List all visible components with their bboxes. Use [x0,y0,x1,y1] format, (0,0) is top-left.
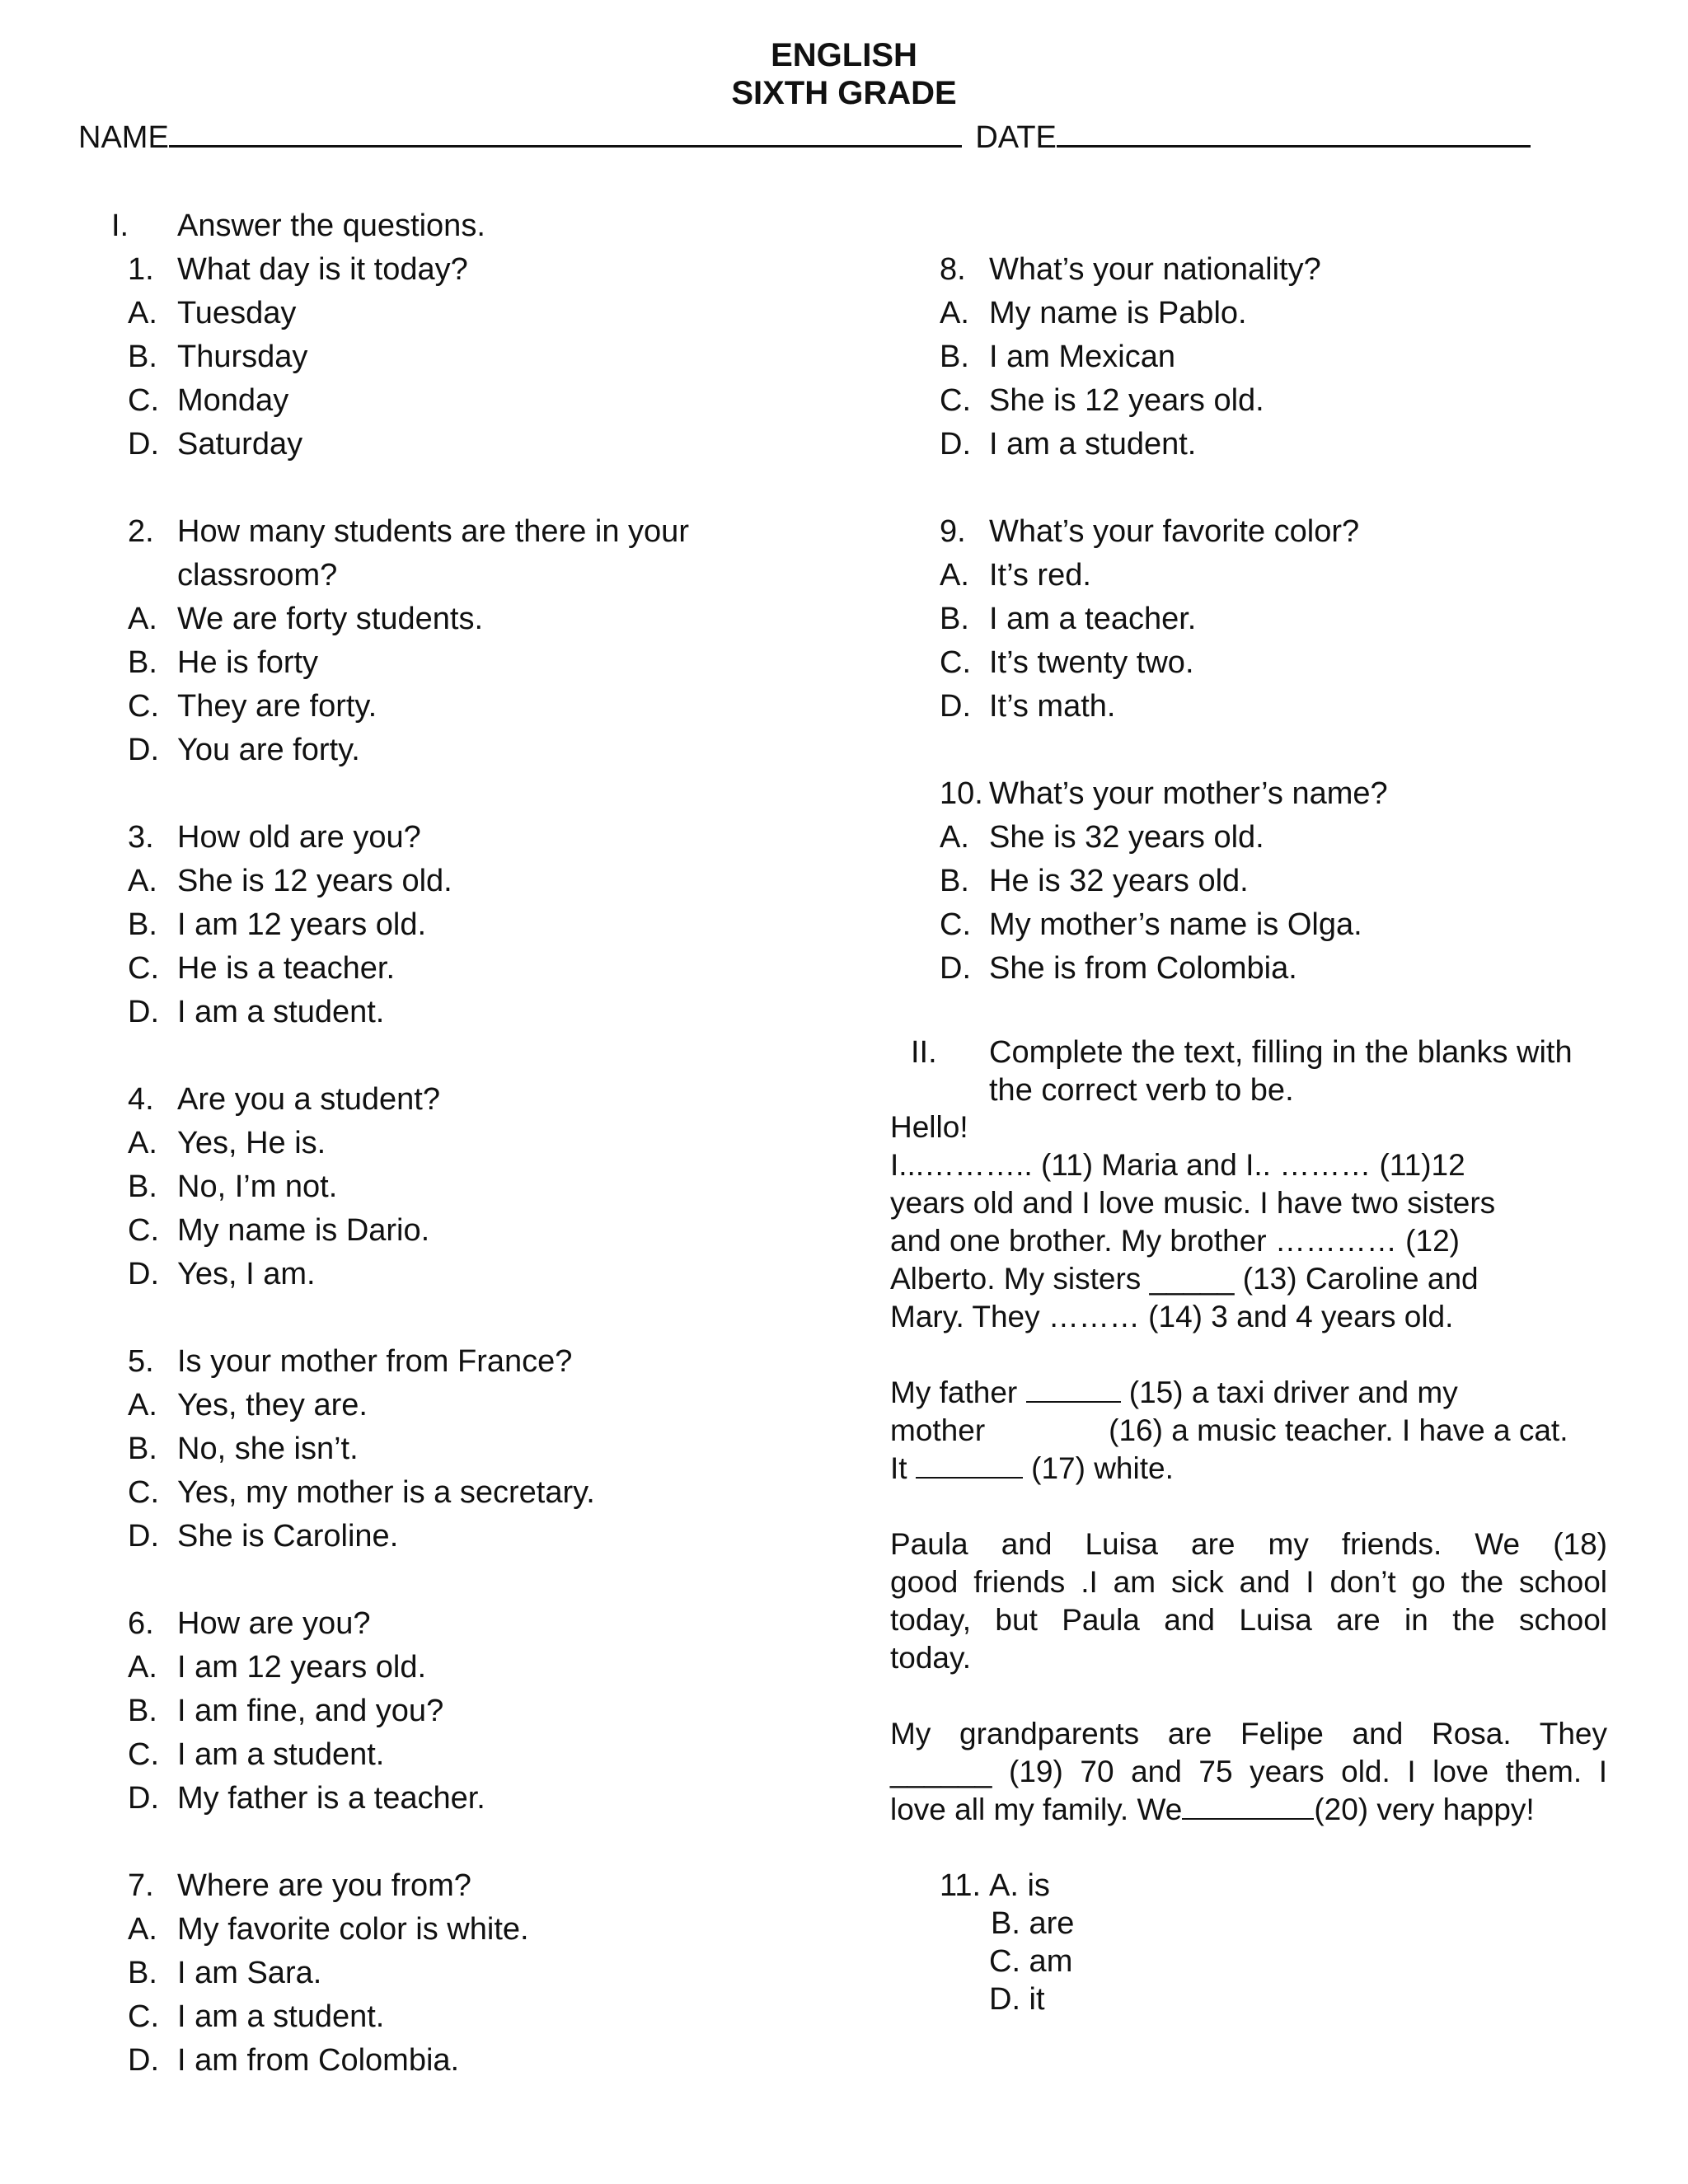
text-fragment: My father [890,1376,1018,1409]
question-number: 6. [128,1606,154,1641]
answer-option[interactable]: A. is [989,1868,1050,1903]
answer-option[interactable] [128,1952,771,1995]
name-date-line [78,115,1531,157]
answer-option[interactable] [128,292,771,335]
answer-option[interactable] [940,641,1615,685]
option-letter: C. [128,689,159,724]
section-numeral: I. [111,209,129,243]
option-letter: C. [128,1737,159,1772]
option-text: He is a teacher. [177,951,396,986]
question-number: 5. [128,1344,154,1379]
question-text: What’s your nationality? [989,252,1321,287]
option-letter: A. [940,558,969,593]
option-letter: A. [128,1650,157,1685]
question-stem [128,816,771,860]
option-text: I am a student. [177,995,385,1029]
option-letter: A. [128,602,157,636]
answer-option[interactable] [128,1427,771,1471]
text-fragment: (20) very happy! [1314,1793,1535,1826]
option-text: No, I’m not. [177,1169,338,1204]
greeting: Hello! [890,1110,968,1144]
option-letter: B. [940,602,969,636]
answer-option[interactable] [128,1209,771,1253]
answer-option[interactable] [128,903,771,947]
answer-option[interactable] [128,1384,771,1427]
text-fragment: (17) white. [1031,1451,1174,1485]
answer-option[interactable] [128,335,771,379]
paragraph-3-line [890,1526,1607,1563]
left-question-column [128,248,771,2083]
paragraph-3-line: good friends .I am sick and I don’t go the school [890,1565,1607,1599]
option-text: I am a student. [177,1999,385,2034]
option-text: My father is a teacher. [177,1781,485,1816]
option-text: I am a student. [177,1737,385,1772]
option-text: I am a teacher. [989,602,1197,636]
option-letter: D. [940,951,971,986]
answer-option[interactable] [940,379,1615,423]
option-letter: B. [940,864,969,898]
answer-option[interactable] [128,947,771,991]
answer-option[interactable] [940,685,1615,729]
paragraph-1-line: Mary. They ……… (14) 3 and 4 years old. [890,1300,1454,1333]
question-text: classroom? [177,558,338,593]
answer-option[interactable] [940,816,1615,860]
option-text: Yes, I am. [177,1257,316,1291]
option-text: She is 12 years old. [177,864,452,898]
option-letter: D. [128,2043,159,2078]
text-fragment: mother [890,1413,986,1447]
question-stem [940,248,1615,292]
text-fragment: It [890,1451,907,1485]
option-letter: D. [128,995,159,1029]
paragraph-4-line: ______ (19) 70 and 75 years old. I love them. I [890,1755,1607,1788]
question-stem [128,1864,771,1908]
option-letter: D. [128,1257,159,1291]
section-title-line-1: Complete the text, filling in the blanks with [989,1035,1573,1070]
option-text: It’s twenty two. [989,645,1194,680]
right-question-column [940,248,1615,991]
paragraph-3-line: today. [890,1641,972,1675]
option-text: Thursday [177,340,308,374]
option-text: Yes, they are. [177,1388,368,1422]
option-letter: A. [128,1912,157,1947]
option-letter: A. [128,1388,157,1422]
option-letter: B. [128,340,157,374]
answer-option[interactable] [128,598,771,641]
question-text: How are you? [177,1606,371,1641]
question-text: Is your mother from France? [177,1344,573,1379]
section-title: Answer the questions. [177,209,485,243]
name-label: NAME [78,120,169,155]
question-text: Are you a student? [177,1082,440,1117]
section-title-line-2: the correct verb to be. [989,1073,1294,1108]
option-text: It’s math. [989,689,1116,724]
answer-option[interactable] [128,1165,771,1209]
paragraph-4-line [890,1791,1607,1829]
option-text: He is forty [177,645,319,680]
option-letter: C. [940,383,971,418]
option-text: She is Caroline. [177,1519,399,1554]
option-letter: D. [940,689,971,724]
question-number: 10. [940,776,983,811]
question-stem [128,554,771,598]
answer-option[interactable] [128,1908,771,1952]
option-letter: D. [128,733,159,767]
option-letter: B. [128,1956,157,1990]
option-text: She is from Colombia. [989,951,1297,986]
answer-option[interactable] [940,903,1615,947]
option-letter: C. [940,645,971,680]
text-fragment: Paula and Luisa are my friends. We [890,1527,1521,1561]
question-number: 3. [128,820,154,855]
option-text: We are forty students. [177,602,484,636]
question-stem [128,1340,771,1384]
option-text: He is 32 years old. [989,864,1249,898]
option-letter: C. [940,907,971,942]
section-2-heading [911,1033,1620,1109]
option-text: Saturday [177,427,303,462]
blank-15[interactable] [1026,1401,1121,1403]
question-text: How many students are there in your [177,514,689,549]
option-letter: A. [128,1126,157,1160]
answer-option[interactable] [940,554,1615,598]
paragraph-2-line [890,1412,1607,1450]
paragraph-1-line: and one brother. My brother ………… (12) [890,1224,1460,1258]
paragraph-1-line: Alberto. My sisters _____ (13) Caroline and [890,1262,1479,1296]
option-letter: D. [128,1519,159,1554]
answer-option[interactable] [128,1733,771,1777]
question-text: How old are you? [177,820,421,855]
answer-option[interactable] [128,1515,771,1558]
date-field[interactable] [1057,115,1531,148]
question-stem [128,1602,771,1646]
answer-option[interactable] [128,423,771,466]
name-field[interactable] [169,115,962,148]
option-letter: B. [940,340,969,374]
answer-option[interactable]: C. am [989,1944,1073,1979]
text-fragment: love all my family. We [890,1793,1183,1826]
paragraph-2-line [890,1374,1607,1412]
paragraph-1-line: I...……….. (11) Maria and I.. ……… (11)12 [890,1148,1465,1182]
option-letter: B. [128,1169,157,1204]
answer-option[interactable] [128,1690,771,1733]
option-letter: B. [128,907,157,942]
option-text: I am 12 years old. [177,1650,427,1685]
option-text: She is 12 years old. [989,383,1264,418]
question-text: What’s your mother’s name? [989,776,1388,811]
section-numeral: II. [911,1035,937,1070]
option-letter: C. [128,1475,159,1510]
subject-title: ENGLISH [771,37,917,73]
answer-option[interactable] [128,641,771,685]
question-text: What day is it today? [177,252,468,287]
answer-option[interactable] [940,860,1615,903]
option-text: My name is Dario. [177,1213,430,1248]
answer-option[interactable] [128,1471,771,1515]
option-text: It’s red. [989,558,1091,593]
option-text: Monday [177,383,289,418]
answer-option[interactable] [128,1253,771,1296]
answer-option[interactable] [940,947,1615,991]
answer-option[interactable] [128,729,771,772]
option-text: No, she isn’t. [177,1432,359,1466]
paragraph-4-line: My grandparents are Felipe and Rosa. They [890,1717,1607,1750]
answer-option[interactable] [940,292,1615,335]
blank-17[interactable] [916,1477,1023,1479]
option-letter: B. [128,1432,157,1466]
option-text: Yes, my mother is a secretary. [177,1475,595,1510]
answer-option[interactable] [128,1995,771,2039]
option-text: I am 12 years old. [177,907,427,942]
question-number: 7. [128,1868,154,1903]
answer-option[interactable] [128,1122,771,1165]
option-text: My favorite color is white. [177,1912,529,1947]
answer-option[interactable] [940,598,1615,641]
option-text: My mother’s name is Olga. [989,907,1362,942]
option-text: I am from Colombia. [177,2043,460,2078]
option-letter: B. [128,645,157,680]
answer-11-options [940,1867,1269,2018]
option-letter: D. [128,427,159,462]
option-text: She is 32 years old. [989,820,1264,855]
option-text: They are forty. [177,689,377,724]
answer-option[interactable] [128,1777,771,1821]
question-stem [128,248,771,292]
answer-option[interactable] [128,991,771,1034]
paragraph-2-line [890,1450,1607,1488]
question-number: 9. [940,514,966,549]
option-letter: A. [940,820,969,855]
question-text: What’s your favorite color? [989,514,1360,549]
option-text: I am Mexican [989,340,1175,374]
option-letter: D. [128,1781,159,1816]
answer-option[interactable] [128,1646,771,1690]
answer-option[interactable] [128,860,771,903]
option-text: My name is Pablo. [989,296,1247,330]
option-letter: A. [128,296,157,330]
question-number: 8. [940,252,966,287]
answer-option[interactable] [128,2039,771,2083]
question-text: Where are you from? [177,1868,471,1903]
item-number: 11. [940,1868,982,1903]
answer-option[interactable] [940,423,1615,466]
answer-option[interactable] [128,685,771,729]
text-fragment: (16) a music teacher. I have a cat. [1109,1413,1568,1447]
answer-option[interactable]: B. are [991,1906,1075,1941]
option-letter: A. [940,296,969,330]
fill-in-text [890,1108,1607,1829]
grade-title: SIXTH GRADE [731,75,957,111]
option-text: Yes, He is. [177,1126,326,1160]
blank-20[interactable] [1182,1818,1314,1820]
text-fragment: (18) [1553,1527,1607,1561]
option-text: Tuesday [177,296,297,330]
question-stem [940,510,1615,554]
question-number: 1. [128,252,154,287]
answer-option[interactable] [128,379,771,423]
option-letter: C. [128,1999,159,2034]
text-fragment: (15) a taxi driver and my [1128,1376,1458,1409]
question-number: 2. [128,514,154,549]
question-stem [940,772,1615,816]
answer-option[interactable] [940,335,1615,379]
option-text: I am fine, and you? [177,1694,444,1728]
option-letter: C. [128,383,159,418]
paragraph-1-line: years old and I love music. I have two sisters [890,1186,1496,1220]
question-stem [128,510,771,554]
option-text: I am a student. [989,427,1197,462]
option-letter: A. [128,864,157,898]
option-letter: B. [128,1694,157,1728]
option-letter: C. [128,1213,159,1248]
answer-option[interactable]: D. it [989,1982,1045,2017]
paragraph-3-line: today, but Paula and Luisa are in the school [890,1603,1607,1637]
question-stem [128,1078,771,1122]
option-letter: C. [128,951,159,986]
option-text: You are forty. [177,733,360,767]
option-text: I am Sara. [177,1956,322,1990]
option-letter: D. [940,427,971,462]
question-number: 4. [128,1082,154,1117]
date-label: DATE [975,120,1057,155]
